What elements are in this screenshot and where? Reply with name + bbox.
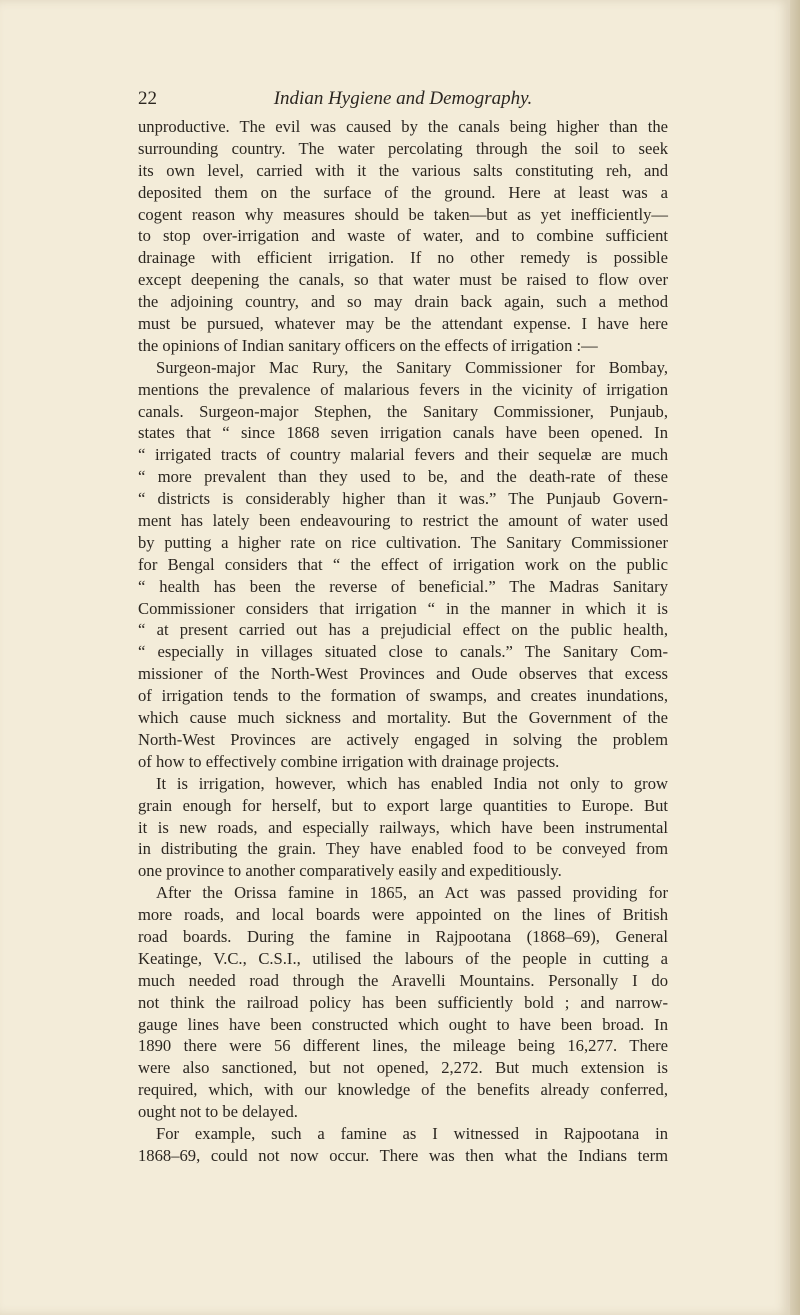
text-line: it is new roads, and especially railways, which have been instrumental	[138, 817, 668, 837]
page-header	[138, 88, 668, 112]
text-line: North-West Provinces are actively engaged in solving the problem	[138, 729, 668, 749]
text-line: must be pursued, whatever may be the attendant expense. I have here	[138, 314, 668, 334]
page-number: 22	[138, 88, 157, 109]
text-line: Keatinge, V.C., C.S.I., utilised the labours of the people in cutting a	[138, 948, 668, 968]
text-line: for Bengal considers that “ the effect of irrigation work on the public	[138, 554, 668, 574]
text-line: canals. Surgeon-major Stephen, the Sanitary Commissioner, Punjaub,	[138, 401, 668, 421]
text-line: required, which, with our knowledge of the benefits already conferred,	[138, 1080, 668, 1100]
text-line: of irrigation tends to the formation of swamps, and creates inundations,	[138, 686, 668, 706]
text-line: surrounding country. The water percolating through the soil to seek	[138, 138, 668, 158]
text-line: one province to another comparatively easily and expeditiously.	[138, 861, 562, 881]
text-line: the opinions of Indian sanitary officers on the effects of irrigation :—	[138, 335, 598, 355]
text-line: of how to effectively combine irrigation with drainage projects.	[138, 751, 560, 771]
text-line: It is irrigation, however, which has enabled India not only to grow	[156, 773, 668, 793]
body-text	[138, 116, 668, 1167]
text-line: road boards. During the famine in Rajpootana (1868–69), General	[138, 926, 668, 946]
text-line: ought not to be delayed.	[138, 1102, 298, 1122]
text-line: “ at present carried out has a prejudicial effect on the public health,	[138, 620, 668, 640]
text-line: unproductive. The evil was caused by the canals being higher than the	[138, 117, 668, 136]
text-line: deposited them on the surface of the ground. Here at least was a	[138, 182, 668, 202]
text-line: which cause much sickness and mortality. But the Government of the	[138, 708, 668, 728]
text-line: by putting a higher rate on rice cultivation. The Sanitary Commissioner	[138, 532, 668, 552]
text-line: were also sanctioned, but not opened, 2,272. But much extension is	[138, 1058, 668, 1078]
text-line: its own level, carried with it the various salts constituting reh, and	[138, 160, 668, 180]
text-line: “ irrigated tracts of country malarial fevers and their sequelæ are much	[138, 445, 668, 465]
text-line: drainage with efficient irrigation. If no other remedy is possible	[138, 248, 668, 268]
text-line: states that “ since 1868 seven irrigation canals have been opened. In	[138, 423, 668, 443]
text-line: 1868–69, could not now occur. There was then what the Indians term	[138, 1145, 668, 1165]
text-line: not think the railroad policy has been sufficiently bold ; and narrow-	[138, 992, 668, 1012]
text-line: “ health has been the reverse of beneficial.” The Madras Sanitary	[138, 576, 668, 596]
text-line: For example, such a famine as I witnessed in Rajpootana in	[156, 1123, 668, 1143]
text-line: “ districts is considerably higher than it was.” The Punjaub Govern-	[138, 489, 668, 509]
text-line: “ especially in villages situated close to canals.” The Sanitary Com-	[138, 642, 668, 662]
text-line: the adjoining country, and so may drain back again, such a method	[138, 292, 668, 312]
text-line: more roads, and local boards were appointed on the lines of British	[138, 905, 668, 925]
text-line: 1890 there were 56 different lines, the mileage being 16,277. There	[138, 1036, 668, 1056]
text-line: After the Orissa famine in 1865, an Act was passed providing for	[156, 883, 668, 903]
text-line: Commissioner considers that irrigation “ in the manner in which it is	[138, 598, 668, 618]
text-line: grain enough for herself, but to export large quantities to Europe. But	[138, 795, 668, 815]
text-line: cogent reason why measures should be taken—but as yet inefficiently—	[138, 204, 668, 224]
text-line: except deepening the canals, so that water must be raised to flow over	[138, 270, 668, 290]
text-line: in distributing the grain. They have enabled food to be conveyed from	[138, 839, 668, 859]
text-line: to stop over-irrigation and waste of water, and to combine sufficient	[138, 226, 668, 246]
text-line: ment has lately been endeavouring to restrict the amount of water used	[138, 511, 668, 531]
text-line: much needed road through the Aravelli Mountains. Personally I do	[138, 970, 668, 990]
page-edge	[790, 0, 800, 1315]
running-title: Indian Hygiene and Demography.	[273, 88, 533, 109]
text-line: Surgeon-major Mac Rury, the Sanitary Commissioner for Bombay,	[156, 357, 668, 377]
text-line: “ more prevalent than they used to be, and the death-rate of these	[138, 467, 668, 487]
text-line: gauge lines have been constructed which ought to have been broad. In	[138, 1014, 668, 1034]
text-line: mentions the prevalence of malarious fevers in the vicinity of irrigation	[138, 379, 668, 399]
text-line: missioner of the North-West Provinces and Oude observes that excess	[138, 664, 668, 684]
